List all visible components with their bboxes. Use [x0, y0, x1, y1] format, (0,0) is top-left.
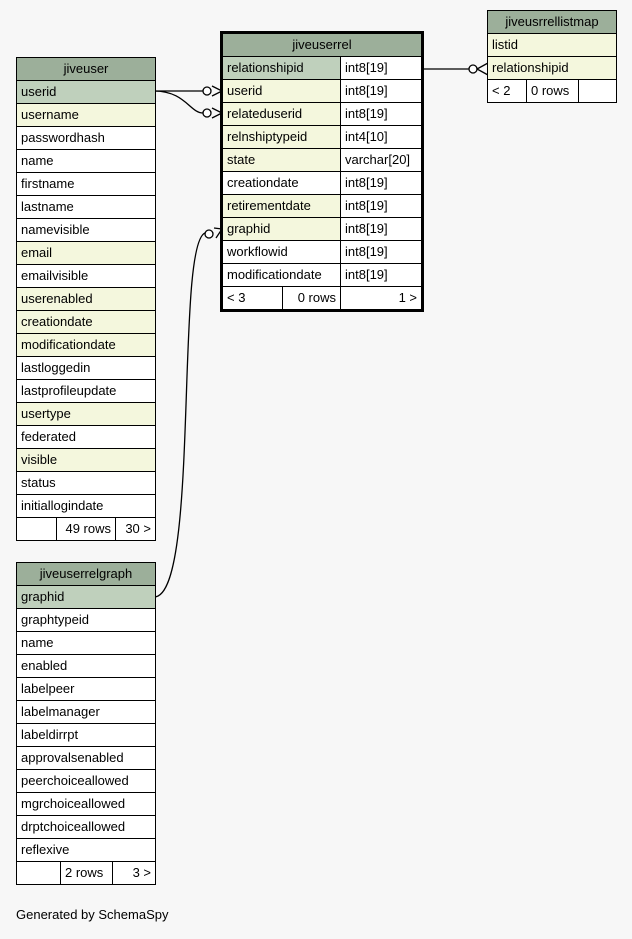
column-name[interactable]: status: [21, 475, 56, 490]
column-name[interactable]: approvalsenabled: [21, 750, 124, 765]
table-jiveuserrelgraph[interactable]: [16, 562, 156, 885]
column-name[interactable]: graphid: [223, 218, 340, 240]
table-footer: [223, 286, 421, 309]
column-row[interactable]: [17, 357, 155, 380]
table-footer: [488, 79, 616, 102]
column-row[interactable]: [17, 472, 155, 495]
column-name[interactable]: email: [17, 242, 155, 264]
children-count[interactable]: 1 >: [340, 287, 421, 309]
row-count: 2 rows: [60, 862, 112, 884]
column-type: int8[19]: [340, 172, 421, 194]
column-row[interactable]: [17, 449, 155, 472]
table-jiveuser[interactable]: [16, 57, 156, 541]
column-type: int8[19]: [340, 241, 421, 263]
column-name[interactable]: userenabled: [17, 288, 155, 310]
column-name[interactable]: name: [21, 635, 54, 650]
column-type: int8[19]: [340, 264, 421, 286]
column-type: int8[19]: [340, 103, 421, 125]
column-row[interactable]: [17, 678, 155, 701]
column-row[interactable]: [17, 380, 155, 403]
column-row[interactable]: [223, 149, 421, 172]
table-footer: [17, 861, 155, 884]
column-row[interactable]: [17, 127, 155, 150]
column-name[interactable]: modificationdate: [227, 267, 322, 282]
column-name[interactable]: relationshipid: [488, 57, 616, 79]
link-end-circle: [203, 109, 211, 117]
children-count[interactable]: 3 >: [112, 862, 155, 884]
column-list: [488, 34, 616, 79]
link-graphid-to-relgraph: [154, 233, 205, 597]
column-row[interactable]: [17, 219, 155, 242]
column-name[interactable]: retirementdate: [223, 195, 340, 217]
column-row[interactable]: [17, 632, 155, 655]
column-row[interactable]: [17, 724, 155, 747]
parents-count: [17, 862, 60, 884]
column-row[interactable]: [17, 839, 155, 861]
parents-count[interactable]: [17, 518, 56, 540]
row-count: 0 rows: [282, 287, 340, 309]
column-name[interactable]: namevisible: [21, 222, 90, 237]
column-row[interactable]: [223, 264, 421, 286]
column-row[interactable]: [223, 126, 421, 149]
table-title[interactable]: jiveuserrelgraph: [17, 563, 155, 586]
column-row[interactable]: [17, 701, 155, 724]
column-name[interactable]: lastname: [21, 199, 74, 214]
column-name[interactable]: creationdate: [17, 311, 155, 333]
column-row[interactable]: [17, 104, 155, 127]
column-name[interactable]: creationdate: [227, 175, 299, 190]
column-row[interactable]: [223, 57, 421, 80]
column-name[interactable]: workflowid: [227, 244, 288, 259]
column-name[interactable]: enabled: [21, 658, 68, 673]
column-row[interactable]: [17, 770, 155, 793]
column-name[interactable]: emailvisible: [21, 268, 89, 283]
column-name[interactable]: visible: [17, 449, 155, 471]
column-row[interactable]: [488, 34, 616, 57]
column-row[interactable]: [17, 655, 155, 678]
column-name[interactable]: federated: [21, 429, 76, 444]
column-row[interactable]: [17, 288, 155, 311]
column-name[interactable]: name: [21, 153, 54, 168]
column-row[interactable]: [17, 173, 155, 196]
column-name[interactable]: graphtypeid: [21, 612, 89, 627]
link-end-circle: [205, 230, 213, 238]
link-end-circle: [469, 65, 477, 73]
column-name[interactable]: userid: [223, 80, 340, 102]
column-name[interactable]: lastloggedin: [21, 360, 91, 375]
column-type: int8[19]: [340, 218, 421, 240]
column-row[interactable]: [17, 403, 155, 426]
column-name[interactable]: relnshiptypeid: [223, 126, 340, 148]
column-name[interactable]: username: [17, 104, 155, 126]
column-row[interactable]: [17, 609, 155, 632]
column-row[interactable]: [17, 586, 155, 609]
column-row[interactable]: [223, 172, 421, 195]
column-name[interactable]: peerchoiceallowed: [21, 773, 129, 788]
column-name[interactable]: passwordhash: [21, 130, 105, 145]
column-name[interactable]: lastprofileupdate: [21, 383, 117, 398]
column-row[interactable]: [223, 218, 421, 241]
table-title[interactable]: jiveuser: [17, 58, 155, 81]
column-row[interactable]: [17, 334, 155, 357]
column-name[interactable]: mgrchoiceallowed: [21, 796, 126, 811]
column-name[interactable]: state: [223, 149, 340, 171]
column-name[interactable]: drptchoiceallowed: [21, 819, 126, 834]
column-row[interactable]: [17, 793, 155, 816]
column-name[interactable]: reflexive: [21, 842, 70, 857]
table-title[interactable]: jiveuserrel: [223, 34, 421, 57]
table-jiveusrrellistmap[interactable]: [487, 10, 617, 103]
row-count: 0 rows: [526, 80, 578, 102]
table-title[interactable]: jiveusrrellistmap: [488, 11, 616, 34]
column-row[interactable]: [17, 495, 155, 517]
parents-count[interactable]: < 2: [492, 83, 511, 98]
column-name[interactable]: graphid: [17, 586, 155, 608]
table-jiveuserrel[interactable]: [220, 31, 424, 312]
column-name[interactable]: labelpeer: [21, 681, 75, 696]
column-type: int4[10]: [340, 126, 421, 148]
column-row[interactable]: [17, 747, 155, 770]
column-row[interactable]: [17, 265, 155, 288]
table-footer: [17, 517, 155, 540]
column-name[interactable]: userid: [17, 81, 155, 103]
column-row[interactable]: [17, 311, 155, 334]
column-type: int8[19]: [340, 80, 421, 102]
column-type: int8[19]: [340, 57, 421, 79]
column-row[interactable]: [17, 196, 155, 219]
column-row[interactable]: [17, 81, 155, 104]
column-row[interactable]: [17, 242, 155, 265]
column-list: [223, 57, 421, 286]
column-name[interactable]: labelmanager: [21, 704, 100, 719]
column-list: [17, 81, 155, 517]
children-count: [578, 80, 616, 102]
column-row[interactable]: [488, 57, 616, 79]
column-row[interactable]: [17, 150, 155, 173]
column-name[interactable]: listid: [488, 34, 616, 56]
link-relateduserid-to-jiveuser: [154, 91, 203, 113]
row-count: 49 rows: [56, 518, 115, 540]
column-row[interactable]: [17, 816, 155, 839]
children-count[interactable]: 30 >: [115, 518, 155, 540]
column-row[interactable]: [223, 241, 421, 264]
column-list: [17, 586, 155, 861]
column-name[interactable]: labeldirrpt: [21, 727, 79, 742]
column-row[interactable]: [223, 103, 421, 126]
column-type: varchar[20]: [340, 149, 421, 171]
column-type: int8[19]: [340, 195, 421, 217]
column-row[interactable]: [223, 195, 421, 218]
column-name[interactable]: initiallogindate: [21, 498, 104, 513]
column-row[interactable]: [223, 80, 421, 103]
column-name[interactable]: relationshipid: [223, 57, 340, 79]
column-name[interactable]: relateduserid: [223, 103, 340, 125]
column-name[interactable]: usertype: [17, 403, 155, 425]
column-row[interactable]: [17, 426, 155, 449]
link-end-circle: [203, 87, 211, 95]
parents-count[interactable]: < 3: [227, 290, 246, 305]
column-name[interactable]: modificationdate: [17, 334, 155, 356]
generated-by-text: Generated by SchemaSpy: [16, 907, 169, 922]
column-name[interactable]: firstname: [21, 176, 75, 191]
